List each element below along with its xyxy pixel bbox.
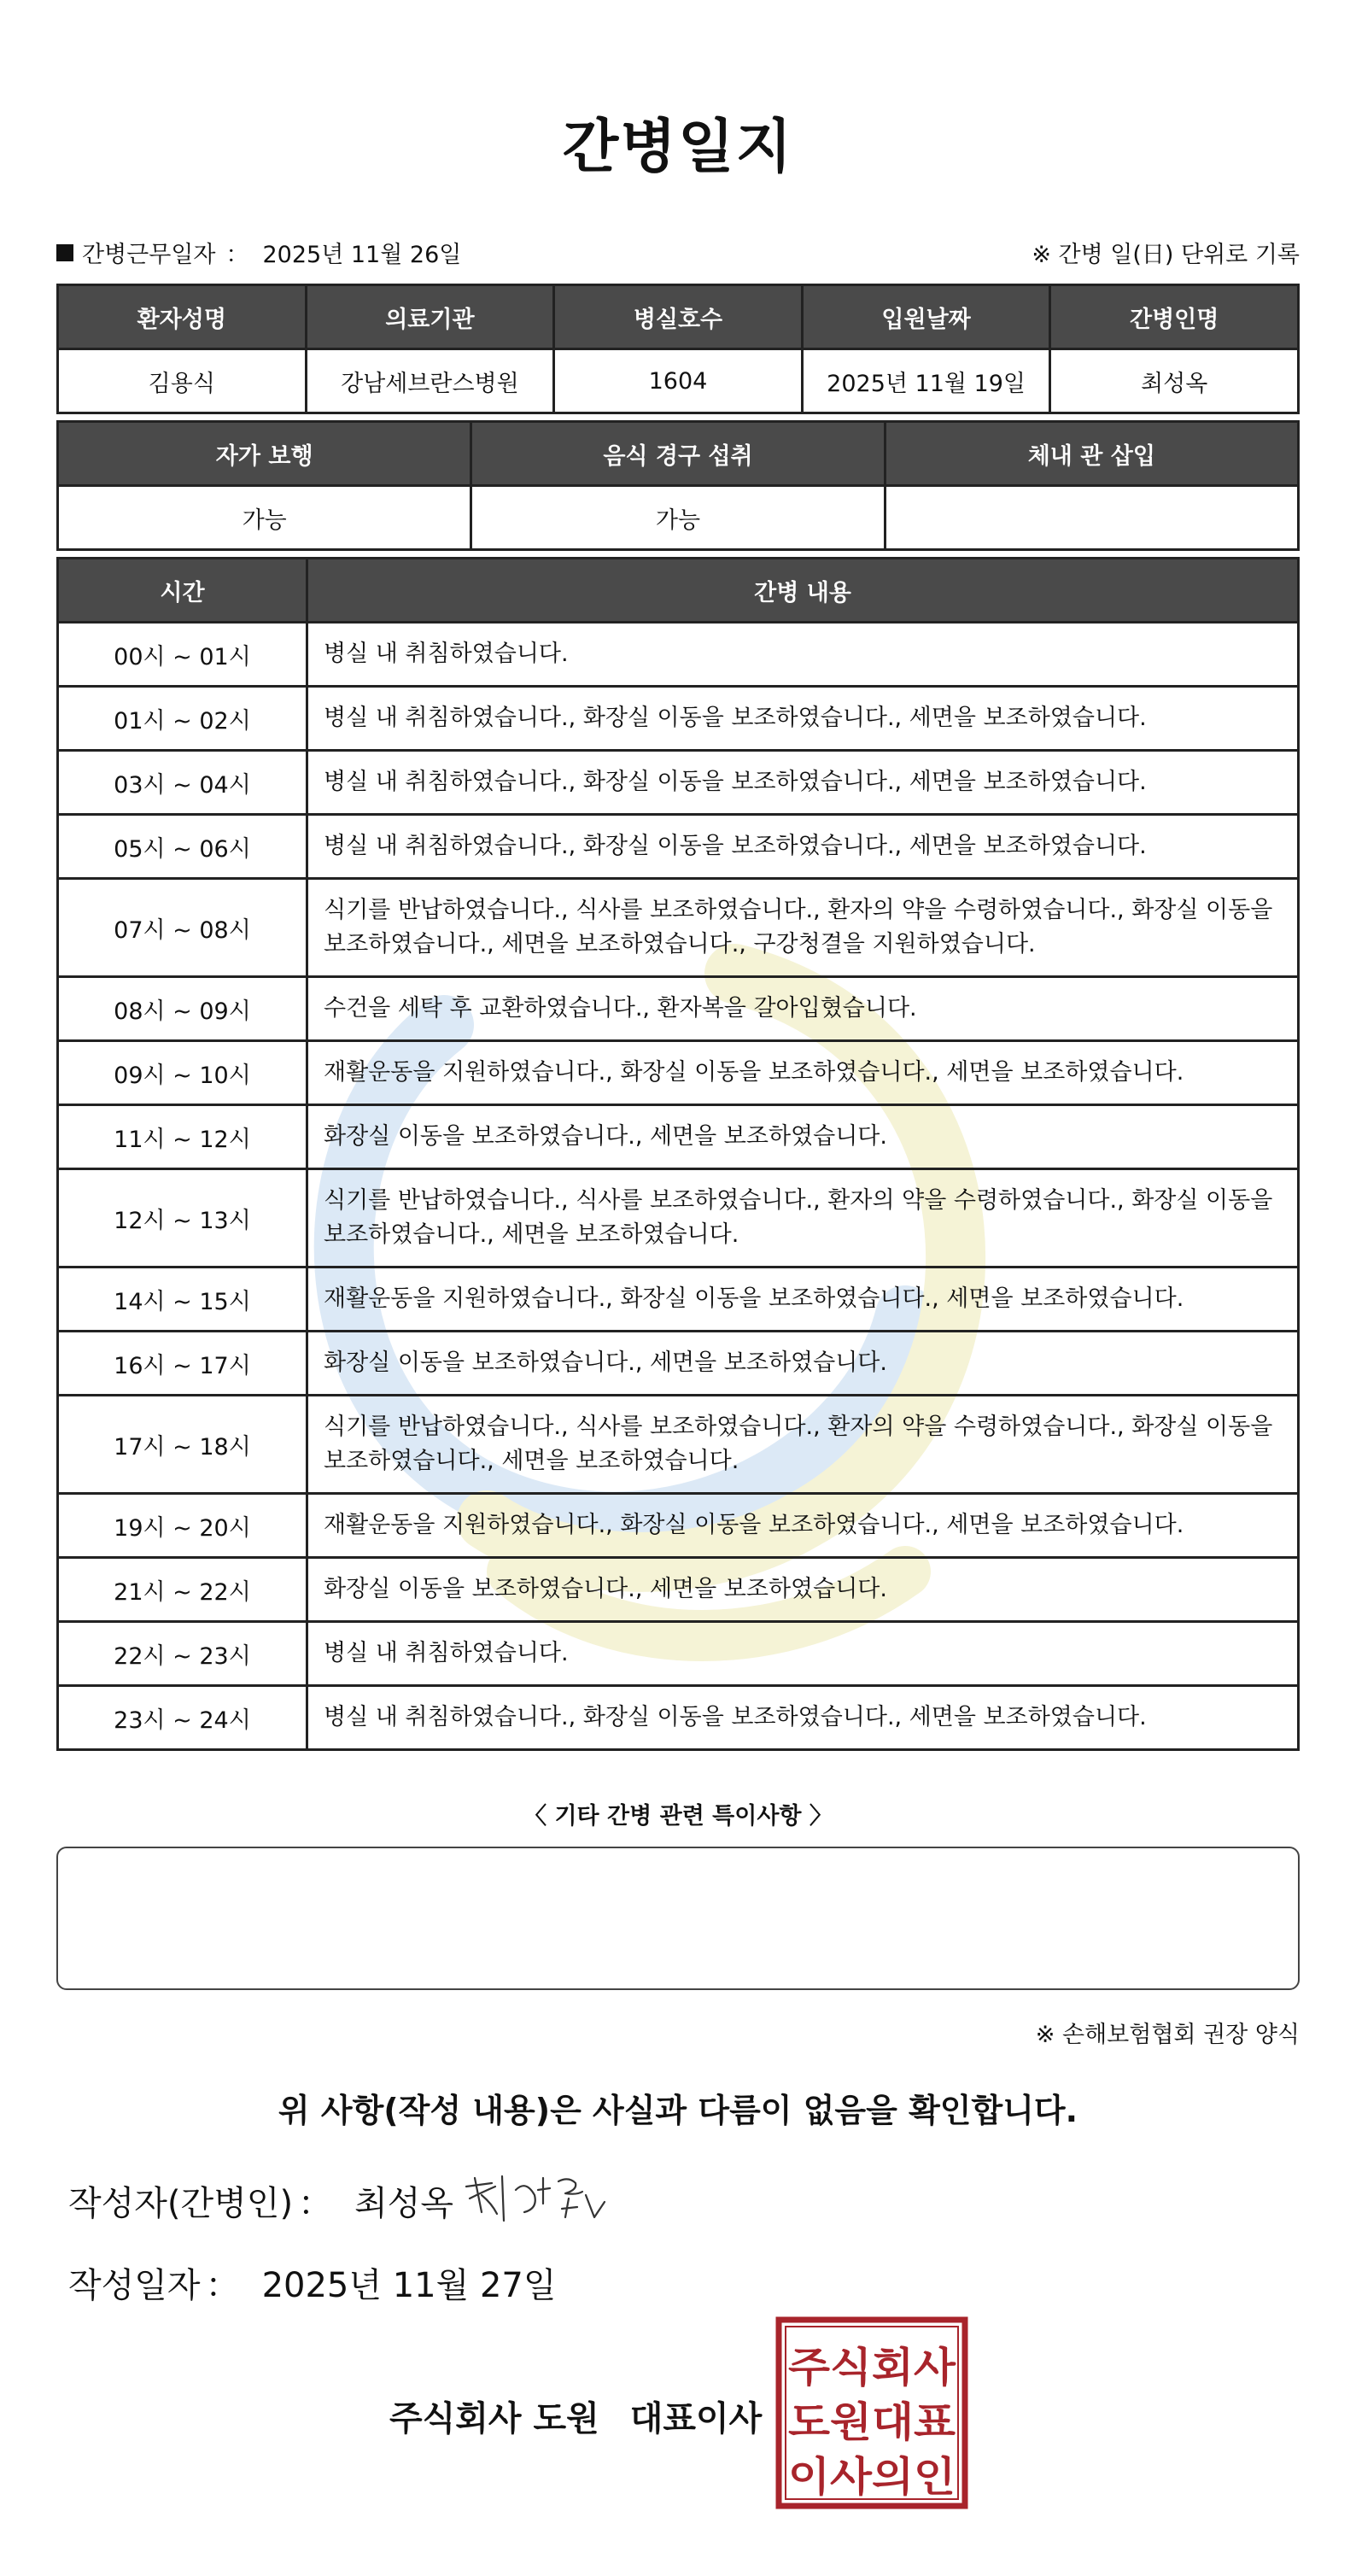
special-notes-box	[56, 1847, 1300, 1990]
patient-name: 김용식	[58, 349, 307, 413]
content-cell: 화장실 이동을 보조하였습니다., 세면을 보조하였습니다.	[307, 1332, 1299, 1396]
time-cell: 23시 ~ 24시	[58, 1686, 307, 1750]
institution: 강남세브란스병원	[306, 349, 554, 413]
writer-name: 최성옥	[354, 2184, 453, 2223]
content-cell: 병실 내 취침하였습니다., 화장실 이동을 보조하였습니다., 세면을 보조하였습니다.	[307, 687, 1299, 751]
caregiver-name: 최성옥	[1050, 349, 1299, 413]
table-row	[58, 1558, 1299, 1622]
record-note: ※ 간병 일(日) 단위로 기록	[1032, 242, 1300, 268]
content-cell: 병실 내 취침하였습니다., 화장실 이동을 보조하였습니다., 세면을 보조하였습니다.	[307, 815, 1299, 879]
header-time: 시간	[58, 559, 307, 623]
header-care-content: 간병 내용	[307, 559, 1299, 623]
content-cell: 화장실 이동을 보조하였습니다., 세면을 보조하였습니다.	[307, 1558, 1299, 1622]
time-cell: 17시 ~ 18시	[58, 1396, 307, 1494]
content-cell: 재활운동을 지원하였습니다., 화장실 이동을 보조하였습니다., 세면을 보조하였습니다.	[307, 1494, 1299, 1558]
oral-intake-value: 가능	[471, 486, 885, 550]
special-notes-title: 〈 기타 간병 관련 특이사항 〉	[523, 1803, 833, 1830]
table-row	[58, 1494, 1299, 1558]
company-seal	[775, 2316, 968, 2509]
tube-insertion-value	[885, 486, 1298, 550]
header-caregiver: 간병인명	[1050, 285, 1299, 349]
header-tube-insertion: 체내 관 삽입	[885, 422, 1298, 486]
care-log-table	[56, 557, 1300, 1751]
writer-colon: ：	[298, 2184, 333, 2223]
company-line	[389, 2392, 762, 2440]
time-cell: 19시 ~ 20시	[58, 1494, 307, 1558]
svg-text:주식회사: 주식회사	[788, 2344, 956, 2392]
table-row	[58, 349, 1299, 413]
condition-table	[56, 420, 1300, 551]
table-row	[58, 1396, 1299, 1494]
header-institution: 의료기관	[306, 285, 554, 349]
content-cell: 병실 내 취침하였습니다., 화장실 이동을 보조하였습니다., 세면을 보조하였습니다.	[307, 751, 1299, 815]
room-number: 1604	[554, 349, 803, 413]
time-cell: 03시 ~ 04시	[58, 751, 307, 815]
svg-text:도원대표: 도원대표	[788, 2398, 956, 2446]
time-cell: 00시 ~ 01시	[58, 623, 307, 687]
time-cell: 14시 ~ 15시	[58, 1268, 307, 1332]
content-cell: 재활운동을 지원하였습니다., 화장실 이동을 보조하였습니다., 세면을 보조하였습니다.	[307, 1041, 1299, 1105]
time-cell: 05시 ~ 06시	[58, 815, 307, 879]
content-cell: 병실 내 취침하였습니다.	[307, 623, 1299, 687]
time-cell: 08시 ~ 09시	[58, 977, 307, 1041]
table-row	[58, 1105, 1299, 1169]
time-cell: 21시 ~ 22시	[58, 1558, 307, 1622]
table-row	[58, 977, 1299, 1041]
work-date	[56, 236, 461, 269]
content-cell: 병실 내 취침하였습니다., 화장실 이동을 보조하였습니다., 세면을 보조하였습니다.	[307, 1686, 1299, 1750]
content-cell: 재활운동을 지원하였습니다., 화장실 이동을 보조하였습니다., 세면을 보조하였습니다.	[307, 1268, 1299, 1332]
time-cell: 09시 ~ 10시	[58, 1041, 307, 1105]
table-row	[58, 486, 1299, 550]
time-cell: 16시 ~ 17시	[58, 1332, 307, 1396]
patient-info-table	[56, 284, 1300, 414]
content-cell: 수건을 세탁 후 교환하였습니다., 환자복을 갈아입혔습니다.	[307, 977, 1299, 1041]
time-cell: 01시 ~ 02시	[58, 687, 307, 751]
write-date-label: 작성일자	[68, 2266, 201, 2305]
work-date-value: 2025년 11월 26일	[262, 242, 462, 268]
table-header-row	[58, 559, 1299, 623]
content-cell: 식기를 반납하였습니다., 식사를 보조하였습니다., 환자의 약을 수령하였습니다., 화장실 이동을 보조하였습니다., 세면을 보조하였습니다.	[307, 1396, 1299, 1494]
table-row	[58, 1268, 1299, 1332]
document-title: 간병일지	[562, 114, 794, 181]
content-cell: 식기를 반납하였습니다., 식사를 보조하였습니다., 환자의 약을 수령하였습니다., 화장실 이동을 보조하였습니다., 세면을 보조하였습니다.	[307, 1169, 1299, 1268]
writer-line	[68, 2176, 453, 2225]
header-oral-intake: 음식 경구 섭취	[471, 422, 885, 486]
handwritten-signature	[458, 2161, 628, 2238]
recommend-note: ※ 손해보험협회 권장 양식	[1035, 2022, 1300, 2048]
table-row	[58, 751, 1299, 815]
content-cell: 식기를 반납하였습니다., 식사를 보조하였습니다., 환자의 약을 수령하였습니다., 화장실 이동을 보조하였습니다., 세면을 보조하였습니다., 구강청결을 지원하였습니다.	[307, 879, 1299, 977]
table-row	[58, 1686, 1299, 1750]
company-name: 주식회사 도원	[389, 2399, 599, 2438]
write-date-line	[68, 2258, 557, 2307]
time-cell: 22시 ~ 23시	[58, 1622, 307, 1686]
table-row	[58, 687, 1299, 751]
header-room: 병실호수	[554, 285, 803, 349]
table-row	[58, 815, 1299, 879]
time-cell: 07시 ~ 08시	[58, 879, 307, 977]
confirmation-statement: 위 사항(작성 내용)은 사실과 다름이 없음을 확인합니다.	[278, 2092, 1078, 2129]
write-date-colon: ：	[205, 2266, 240, 2305]
table-row	[58, 1041, 1299, 1105]
write-date-value: 2025년 11월 27일	[261, 2266, 557, 2305]
admission-date: 2025년 11월 19일	[802, 349, 1050, 413]
table-header-row	[58, 285, 1299, 349]
table-row	[58, 1622, 1299, 1686]
representative-title: 대표이사	[629, 2399, 763, 2438]
table-row	[58, 879, 1299, 977]
time-cell: 11시 ~ 12시	[58, 1105, 307, 1169]
header-self-walking: 자가 보행	[58, 422, 471, 486]
self-walking-value: 가능	[58, 486, 471, 550]
content-cell: 화장실 이동을 보조하였습니다., 세면을 보조하였습니다.	[307, 1105, 1299, 1169]
table-row	[58, 623, 1299, 687]
content-cell: 병실 내 취침하였습니다.	[307, 1622, 1299, 1686]
table-row	[58, 1332, 1299, 1396]
table-row	[58, 1169, 1299, 1268]
work-date-colon: ：	[225, 242, 249, 268]
header-admission-date: 입원날짜	[802, 285, 1050, 349]
table-header-row	[58, 422, 1299, 486]
header-patient-name: 환자성명	[58, 285, 307, 349]
svg-text:이사의인: 이사의인	[788, 2453, 956, 2501]
work-date-label: 간병근무일자	[82, 242, 216, 268]
writer-label: 작성자(간병인)	[68, 2184, 294, 2223]
square-bullet-icon	[56, 244, 73, 261]
time-cell: 12시 ~ 13시	[58, 1169, 307, 1268]
